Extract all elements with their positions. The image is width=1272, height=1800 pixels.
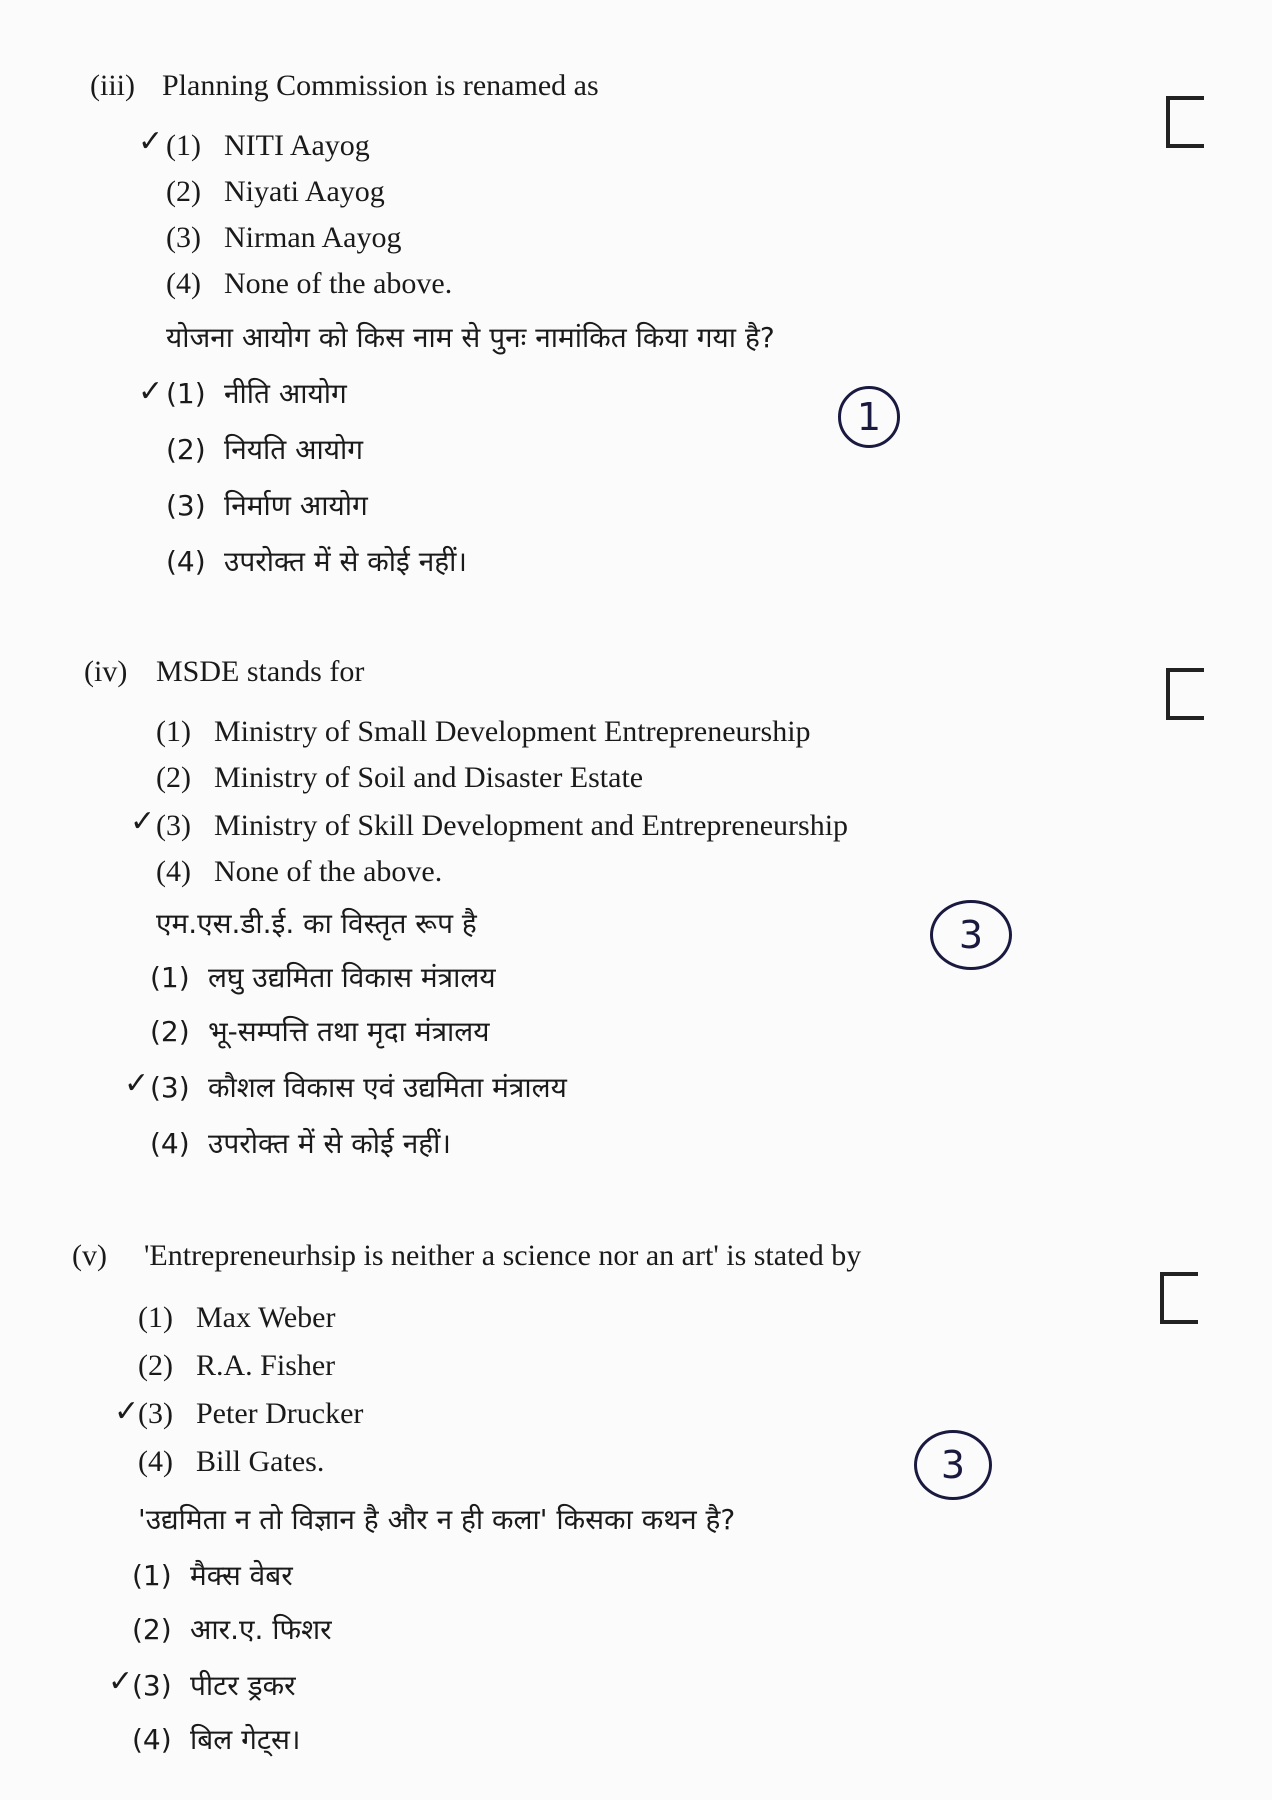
option-text: पीटर ड्रकर	[190, 1669, 296, 1702]
option-number: (4)	[132, 1723, 172, 1756]
answer-box	[1160, 1272, 1198, 1324]
option-number: (2)	[132, 1613, 172, 1646]
option-number: (1)	[138, 1301, 173, 1334]
option-text: None of the above.	[214, 855, 443, 888]
question-number: (iv)	[84, 655, 128, 688]
question-statement: 'Entrepreneurhsip is neither a science nor an art' is stated by	[144, 1239, 862, 1272]
answer-box	[1166, 96, 1204, 148]
check-mark-icon: ✓	[138, 374, 164, 409]
option-number: (1)	[166, 129, 201, 162]
option-hi-3	[132, 1666, 296, 1706]
option-text: लघु उद्यमिता विकास मंत्रालय	[208, 961, 496, 994]
option-text: Ministry of Small Development Entrepreneurship	[214, 715, 811, 748]
option-hi-2	[166, 430, 363, 470]
option-number: (4)	[150, 1127, 190, 1160]
option-number: (2)	[166, 175, 201, 208]
option-en-1	[166, 126, 370, 166]
question-text-hi: 'उद्यमिता न तो विज्ञान है और न ही कला' किसका कथन है?	[138, 1503, 736, 1536]
question-iii	[90, 66, 1190, 106]
option-hi-4	[150, 1124, 451, 1164]
answer-box	[1166, 668, 1204, 720]
question-text-en	[90, 66, 1190, 106]
option-en-3	[166, 218, 401, 258]
option-number: (2)	[150, 1015, 190, 1048]
option-en-2	[166, 172, 385, 212]
option-number: (3)	[150, 1071, 190, 1104]
option-en-3	[156, 806, 848, 846]
option-en-2	[138, 1346, 335, 1386]
check-mark-icon: ✓	[130, 804, 156, 839]
option-text: None of the above.	[224, 267, 453, 300]
option-text: Max Weber	[196, 1301, 336, 1334]
question-number: (v)	[72, 1239, 107, 1272]
question-v	[72, 1236, 1172, 1276]
option-hi-1	[150, 958, 496, 998]
option-text: कौशल विकास एवं उद्यमिता मंत्रालय	[208, 1071, 567, 1104]
circled-answer: 1	[838, 386, 900, 448]
option-hi-4	[166, 542, 467, 582]
option-number: (3)	[138, 1397, 173, 1430]
check-mark-icon: ✓	[108, 1664, 134, 1699]
question-text-en	[72, 1236, 1172, 1276]
option-hi-4	[132, 1720, 301, 1760]
option-hi-1	[132, 1556, 293, 1596]
option-number: (1)	[166, 377, 206, 410]
option-en-4	[156, 852, 442, 892]
option-en-1	[156, 712, 811, 752]
option-number: (4)	[138, 1445, 173, 1478]
option-text: Ministry of Skill Development and Entrepreneurship	[214, 809, 849, 842]
option-number: (4)	[166, 267, 201, 300]
option-hi-1	[166, 374, 347, 414]
option-number: (2)	[166, 433, 206, 466]
option-number: (3)	[132, 1669, 172, 1702]
question-text-hi: एम.एस.डी.ई. का विस्तृत रूप है	[156, 907, 477, 940]
option-number: (1)	[156, 715, 191, 748]
option-text: Nirman Aayog	[224, 221, 402, 254]
option-number: (4)	[166, 545, 206, 578]
option-text: R.A. Fisher	[196, 1349, 336, 1382]
option-text: NITI Aayog	[224, 129, 370, 162]
option-hi-3	[166, 486, 368, 526]
option-en-2	[156, 758, 643, 798]
question-statement: MSDE stands for	[156, 655, 365, 688]
question-number: (iii)	[90, 69, 135, 102]
option-text: निर्माण आयोग	[224, 489, 368, 522]
question-iv	[84, 652, 1184, 692]
option-en-4	[138, 1442, 324, 1482]
option-text: मैक्स वेबर	[190, 1559, 293, 1592]
option-en-1	[138, 1298, 335, 1338]
option-number: (2)	[138, 1349, 173, 1382]
option-text: नियति आयोग	[224, 433, 364, 466]
option-text: आर.ए. फिशर	[190, 1613, 332, 1646]
check-mark-icon: ✓	[114, 1394, 140, 1429]
option-text: Niyati Aayog	[224, 175, 385, 208]
option-number: (3)	[156, 809, 191, 842]
option-text: उपरोक्त में से कोई नहीं।	[208, 1127, 451, 1160]
question-statement: Planning Commission is renamed as	[162, 69, 599, 102]
check-mark-icon: ✓	[138, 124, 164, 159]
option-text: नीति आयोग	[224, 377, 347, 410]
option-number: (3)	[166, 221, 201, 254]
option-text: भू-सम्पत्ति तथा मृदा मंत्रालय	[208, 1015, 490, 1048]
option-text: Bill Gates.	[196, 1445, 325, 1478]
option-text: उपरोक्त में से कोई नहीं।	[224, 545, 467, 578]
option-number: (1)	[150, 961, 190, 994]
check-mark-icon: ✓	[124, 1066, 150, 1101]
circled-answer: 3	[930, 900, 1012, 970]
option-text: Peter Drucker	[196, 1397, 364, 1430]
circled-answer: 3	[914, 1430, 992, 1500]
question-text-en	[84, 652, 1184, 692]
question-text-hi: योजना आयोग को किस नाम से पुनः नामांकित किया गया है?	[166, 321, 775, 354]
option-number: (2)	[156, 761, 191, 794]
option-number: (4)	[156, 855, 191, 888]
option-text: Ministry of Soil and Disaster Estate	[214, 761, 644, 794]
option-en-3	[138, 1394, 363, 1434]
option-number: (1)	[132, 1559, 172, 1592]
option-en-4	[166, 264, 452, 304]
option-hi-3	[150, 1068, 567, 1108]
option-text: बिल गेट्स।	[190, 1723, 301, 1756]
option-hi-2	[132, 1610, 332, 1650]
option-hi-2	[150, 1012, 490, 1052]
option-number: (3)	[166, 489, 206, 522]
